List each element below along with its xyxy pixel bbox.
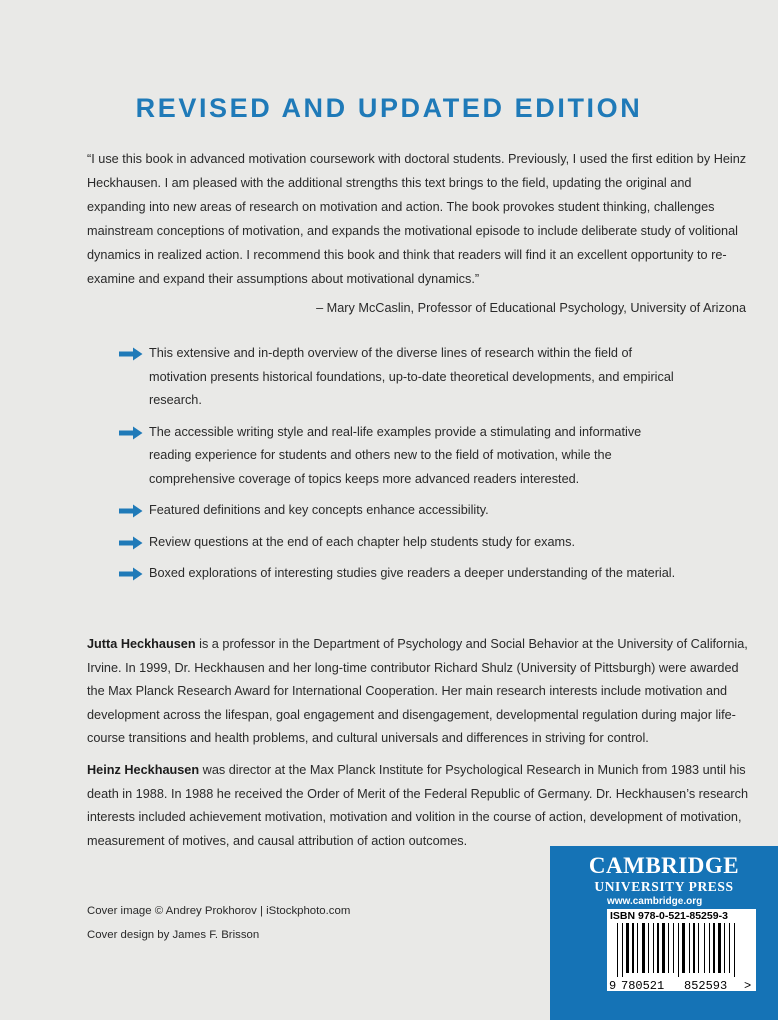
barcode-bar	[682, 923, 685, 973]
barcode-bar	[642, 923, 645, 973]
barcode-bar	[622, 923, 623, 977]
barcode-bar	[709, 923, 710, 973]
barcode-bar	[637, 923, 638, 973]
barcode-bar	[693, 923, 695, 973]
barcode	[607, 923, 756, 991]
barcode-bar	[668, 923, 669, 973]
list-item	[118, 499, 678, 523]
barcode-bar	[632, 923, 634, 973]
barcode-bar	[729, 923, 730, 973]
barcode-end-mark: >	[744, 979, 752, 991]
barcode-bar	[648, 923, 649, 973]
barcode-left-digits: 780521	[621, 979, 665, 991]
barcode-bar	[657, 923, 659, 973]
list-item-text: Boxed explorations of interesting studies give readers a deeper understanding of the material.	[149, 566, 676, 580]
barcode-bar	[718, 923, 721, 973]
isbn-label: ISBN 978-0-521-85259-3	[610, 910, 728, 922]
list-item-text: Featured definitions and key concepts enhance accessibility.	[149, 503, 489, 517]
author-bio-heinz	[87, 759, 753, 853]
author-bio-jutta	[87, 633, 753, 751]
barcode-bar	[698, 923, 699, 973]
barcode-bar	[678, 923, 679, 977]
barcode-right-digits: 852593	[684, 979, 728, 991]
barcode-bar	[626, 923, 629, 973]
author-bio-text: is a professor in the Department of Psychology and Social Behavior at the University of California, Irvine. In 1999, Dr. Heckhausen and her long-time contributor Richard Shulz (University of Pittsburgh) were awarded the Max Planck Research Award for International Cooperation. Her main research interests include motivation and development across the lifespan, goal engagement and disengagement, developmental regulation during major life-course transitions and health problems, and cultural universals and differences in striving for control.	[87, 637, 748, 745]
barcode-bars	[617, 923, 735, 977]
barcode-bar	[713, 923, 715, 973]
edition-heading: REVISED AND UPDATED EDITION	[135, 93, 643, 123]
cover-image-credit: Cover image © Andrey Prokhorov | iStockphoto.com	[87, 905, 351, 917]
barcode-bar	[617, 923, 618, 977]
cover-credits	[87, 900, 350, 947]
barcode-bar	[734, 923, 735, 977]
barcode-lead-digit: 9	[609, 979, 617, 991]
publisher-press: UNIVERSITY PRESS	[594, 879, 734, 894]
list-item-text: The accessible writing style and real-life examples provide a stimulating and informative reading experience for students and others new to the field of motivation, while the comprehensive coverage of topics keeps more advanced readers interested.	[149, 424, 642, 486]
list-item-text: This extensive and in-depth overview of the diverse lines of research within the field of motivation presents historical foundations, up-to-date theoretical developments, and empirical research.	[149, 346, 674, 407]
barcode-bar	[704, 923, 705, 973]
list-item	[118, 421, 678, 492]
barcode-bar	[689, 923, 690, 973]
arrow-right-icon	[118, 535, 144, 551]
author-bio-text: was director at the Max Planck Institute for Psychological Research in Munich from 1983 until his death in 1988. In 1988 he received the Order of Merit of the Federal Republic of Germany. Dr. Heckhausen’s research interests included achievement motivation, motivation and volition in the course of action, development of motivation, measurement of motives, and causal attribution of action outcomes.	[87, 763, 749, 848]
barcode-bar	[724, 923, 725, 973]
list-item-text: Review questions at the end of each chapter help students study for exams.	[149, 534, 575, 549]
barcode-bar	[673, 923, 674, 973]
endorsement-quote: “I use this book in advanced motivation coursework with doctoral students. Previously, I used the first edition by Heinz Heckhausen. I am pleased with the additional strengths this text brings to the field, updating the original and expanding into new areas of research on motivation and action. The book provokes student thinking, challenges mainstream conceptions of motivation, and expands the motivational episode to include deliberate study of volitional dynamics in realized action. I recommend this book and think that readers will find it an excellent opportunity to re-examine and expand their assumptions about motivational dynamics.”	[87, 152, 747, 286]
list-item	[118, 562, 678, 586]
arrow-right-icon	[118, 425, 144, 441]
arrow-right-icon	[118, 566, 144, 582]
barcode-panel	[607, 909, 756, 991]
arrow-right-icon	[118, 346, 144, 362]
publisher-url: www.cambridge.org	[607, 896, 703, 907]
publisher-name: CAMBRIDGE	[588, 853, 740, 878]
list-item	[118, 531, 678, 555]
quote-attribution: – Mary McCaslin, Professor of Educational Psychology, University of Arizona	[316, 301, 746, 315]
cover-design-credit: Cover design by James F. Brisson	[87, 928, 260, 941]
arrow-right-icon	[118, 503, 144, 519]
list-item	[118, 342, 678, 413]
publisher-box	[550, 846, 778, 1020]
author-name: Jutta Heckhausen	[87, 637, 196, 651]
barcode-bar	[662, 923, 665, 973]
feature-list	[118, 342, 678, 594]
author-name: Heinz Heckhausen	[87, 763, 200, 777]
barcode-bar	[653, 923, 654, 973]
